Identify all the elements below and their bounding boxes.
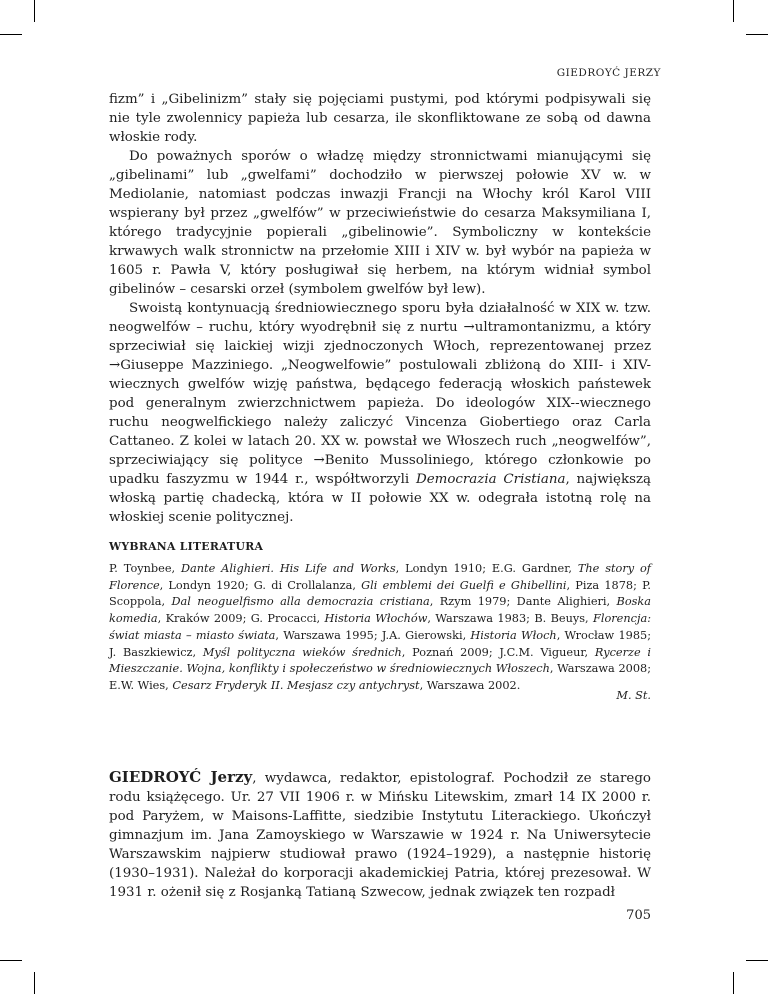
text-run: , Wrocław 1985; J. Baszkiewicz, (109, 628, 652, 659)
article-paragraph (109, 147, 651, 299)
italic-title: Rycerze i Mieszczanie. Wojna, konflikty i społeczeństwo w średniowiecznych Włoszech (109, 645, 651, 676)
entry-giedroyc (109, 768, 651, 902)
entry-paragraph (109, 768, 651, 902)
crop-mark-top-right-h (746, 34, 768, 35)
article-paragraph (109, 90, 651, 147)
text-run: , Poznań 2009; J.C.M. Vigueur, (401, 645, 595, 659)
italic-title: Historia Włoch (470, 628, 557, 642)
italic-title: The story of Florence (109, 562, 651, 592)
italic-title: Dal neoguelfismo alla democrazia cristiana (171, 595, 430, 609)
entry-text: , wydawca, redaktor, epistolograf. Pochodził ze starego rodu książęcego. Ur. 27 VII 1906 r. w Mińsku Litewskim, zmarł 14 IX 2000 r. pod Paryżem, w Maisons-Laffitte, siedzibie Instytutu Literackiego. Ukończył gimnazjum im. Jana Zamoyskiego w Warszawie w 1924 r. Na Uniwersytecie Warszawskim najpierw studiował prawo (1924–1929), a następnie historię (1930–1931). Należał do korporacji akademickiej Patria, której prezesował. W 1931 r. ożenił się z Rosjanką Tatianą Szwecow, jednak związek ten rozpadł (109, 771, 651, 900)
text-run: , Rzym 1979; Dante Alighieri, (429, 595, 617, 609)
italic-title: Democrazia Cristiana (415, 472, 566, 487)
text-run: , Warszawa 1983; B. Beuys, (427, 612, 594, 626)
text-run: Do poważnych sporów o władzę między stronnictwami mianującymi się „gibelinami” lub „gwelfami” dochodziło w pierwszej połowie XV w. w Mediolanie, natomiast podczas inwazji Francji na Włochy król Karol VIII wspierany był przez „gwelfów” w przeciwieństwie do cesarza Maksymiliana I, którego tradycyjnie popierali „gibelinowie”. Symboliczny w kontekście krwawych walk stronnictw na przełomie XIII i XIV w. był wybór na papieża w 1605 r. Pawła V, który posługiwał się herbem, na którym widniał symbol gibelinów – cesarski orzeł (symbolem gwelfów był lew). (109, 149, 651, 297)
literature-heading: WYBRANA LITERATURA (109, 540, 264, 553)
crop-mark-top-left-h (0, 34, 22, 35)
italic-title: Boska komedia (109, 595, 651, 626)
italic-title: Historia Włochów (324, 612, 428, 626)
text-run: , Londyn 1920; G. di Crollalanza, (159, 578, 362, 592)
italic-title: Dante Alighieri. His Life and Works (180, 562, 396, 575)
text-run: P. Toynbee, (109, 562, 181, 575)
crop-mark-top-left-v (34, 0, 35, 22)
page-number: 705 (626, 908, 651, 923)
text-run: fizm” i „Gibelinizm” stały się pojęciami pustymi, pod którymi podpisywali się nie tyle zwolennicy papieża lub cesarza, ile skonfliktowane ze sobą od dawna włoskie rody. (109, 92, 651, 145)
running-header: GIEDROYĆ JERZY (556, 67, 661, 79)
text-run: , Warszawa 1995; J.A. Gierowski, (275, 628, 471, 642)
text-run: , Kraków 2009; G. Procacci, (157, 612, 325, 626)
text-run: , Londyn 1910; E.G. Gardner, (395, 562, 578, 575)
italic-title: Florencja: świat miasta – miasto świata (109, 612, 652, 642)
text-run: , Warszawa 2008; E.W. Wies, (109, 662, 651, 692)
literature-list (109, 561, 651, 695)
author-signature: M. St. (616, 689, 651, 702)
italic-title: Cesarz Fryderyk II. Mesjasz czy antychryst (172, 678, 420, 692)
article-paragraph (109, 299, 651, 527)
text-run: , Piza 1878; P. Scoppola, (109, 578, 651, 609)
crop-mark-bottom-right-h (746, 960, 768, 961)
crop-mark-bottom-left-v (34, 972, 35, 994)
entry-headword: GIEDROYĆ Jerzy (109, 768, 253, 786)
crop-mark-bottom-left-h (0, 960, 22, 961)
literature-paragraph (109, 561, 651, 695)
article-body (109, 90, 651, 527)
text-run: , największą włoską partię chadecką, która w II połowie XX w. odegrała istotną rolę na włoskiej scenie politycznej. (109, 472, 652, 525)
crop-mark-bottom-right-v (733, 972, 734, 994)
text-run: Swoistą kontynuacją średniowiecznego sporu była działalność w XIX w. tzw. neogwelfów – ruchu, który wyodrębnił się z nurtu →ultramontanizmu, a który sprzeciwiał się laickiej wizji zjednoczonych Włoch, reprezentowanej przez →Giuseppe Mazziniego. „Neogwelfowie” postulowali zbliżoną do XIII- i XIV-wiecznych gwelfów wizję państwa, będącego federacją włoskich państewek pod generalnym zwierzchnictwem papieża. Do ideologów XIX--wiecznego ruchu neogwelfickiego należy zaliczyć Vincenza Giobertiego oraz Carla Cattaneo. Z kolei w latach 20. XX w. powstał we Włoszech ruch „neogwelfów”, sprzeciwiający się polityce →Benito Mussoliniego, którego członkowie po upadku faszyzmu w 1944 r., współtworzyli (109, 301, 651, 487)
text-run: , Warszawa 2002. (419, 678, 521, 692)
italic-title: Myśl polityczna wieków średnich (202, 645, 402, 659)
italic-title: Gli emblemi dei Guelfi e Ghibellini (361, 578, 567, 592)
crop-mark-top-right-v (733, 0, 734, 22)
